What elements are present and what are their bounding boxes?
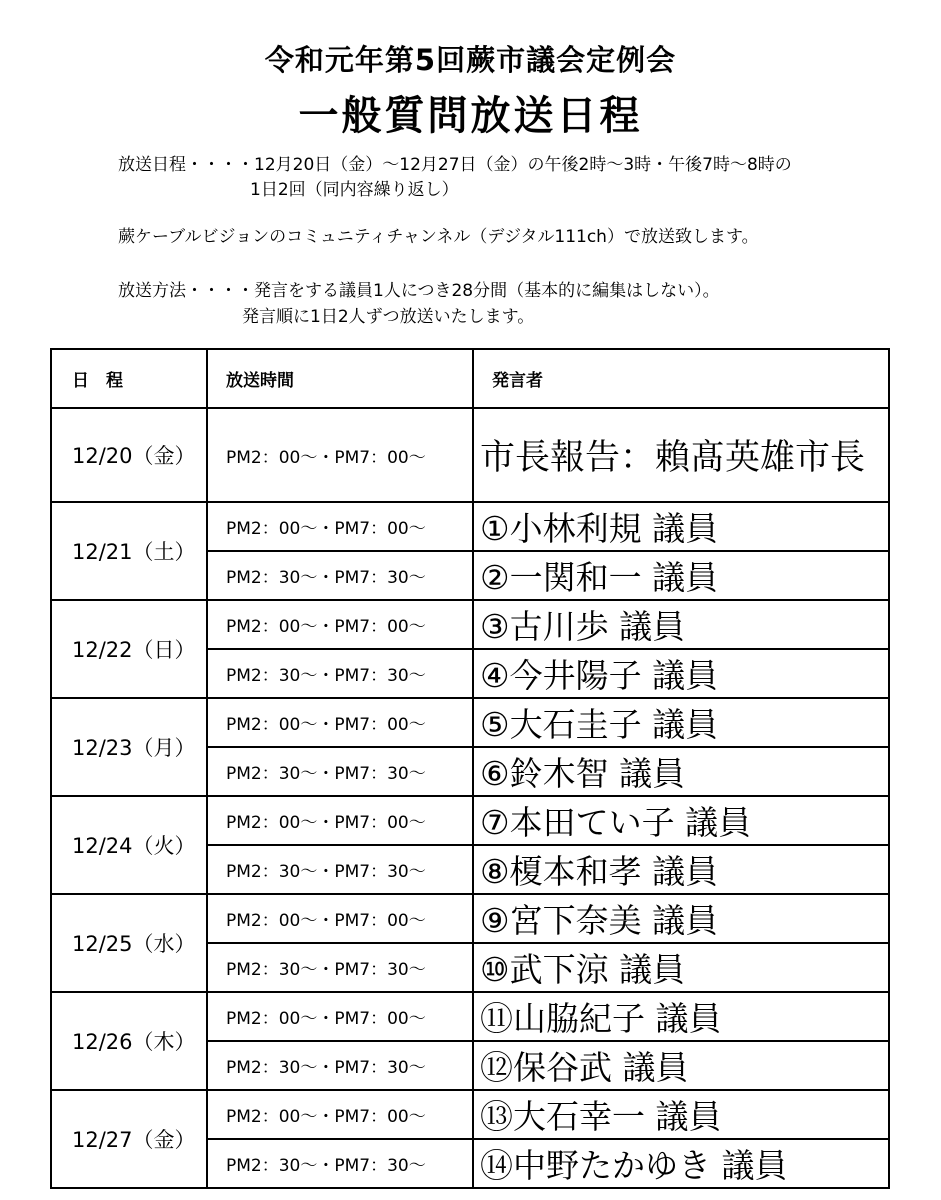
- speaker-cell: ③古川歩 議員: [473, 600, 889, 649]
- table-header-row: [51, 349, 889, 408]
- time-cell: PM2：00～・PM7：00～: [207, 408, 473, 502]
- title-line-2: 一般質問放送日程: [298, 93, 643, 139]
- time-cell: PM2：00～・PM7：00～: [207, 1090, 473, 1139]
- date-cell: 12/22（日）: [51, 600, 207, 698]
- time-cell: PM2：30～・PM7：30～: [207, 943, 473, 992]
- broadcast-schedule-table: [50, 348, 890, 1189]
- method-line-2: 発言順に1日2人ずつ放送いたします。: [242, 307, 535, 327]
- time-cell: PM2：30～・PM7：30～: [207, 649, 473, 698]
- speaker-cell: ②一関和一 議員: [473, 551, 889, 600]
- time-cell: PM2：00～・PM7：00～: [207, 894, 473, 943]
- time-cell: PM2：00～・PM7：00～: [207, 502, 473, 551]
- speaker-cell: ⑤大石圭子 議員: [473, 698, 889, 747]
- speaker-cell: 市長報告：賴髙英雄市長: [473, 408, 889, 502]
- speaker-cell: ⑫保谷武 議員: [473, 1041, 889, 1090]
- table-row: [51, 894, 889, 943]
- date-cell: 12/27（金）: [51, 1090, 207, 1188]
- date-cell: 12/26（木）: [51, 992, 207, 1090]
- date-cell: 12/24（火）: [51, 796, 207, 894]
- speaker-cell: ⑬大石幸一 議員: [473, 1090, 889, 1139]
- speaker-cell: ④今井陽子 議員: [473, 649, 889, 698]
- speaker-cell: ⑥鈴木智 議員: [473, 747, 889, 796]
- time-cell: PM2：30～・PM7：30～: [207, 747, 473, 796]
- title-line-1: 令和元年第5回蕨市議会定例会: [264, 43, 677, 77]
- speaker-cell: ⑩武下涼 議員: [473, 943, 889, 992]
- table-row: [51, 502, 889, 551]
- channel-info: 蕨ケーブルビジョンのコミュニティチャンネル（デジタル111ch）で放送致します。: [118, 227, 759, 247]
- date-cell: 12/25（水）: [51, 894, 207, 992]
- header-date: 日 程: [51, 349, 207, 408]
- mayor-report-row: [51, 408, 889, 502]
- date-cell: 12/20（金）: [51, 408, 207, 502]
- schedule-line-1: 放送日程・・・・12月20日（金）～12月27日（金）の午後2時～3時・午後7時～8時の: [118, 155, 792, 175]
- time-cell: PM2：30～・PM7：30～: [207, 845, 473, 894]
- time-cell: PM2：00～・PM7：00～: [207, 600, 473, 649]
- table-row: [51, 1090, 889, 1139]
- header-speaker: 発言者: [473, 349, 889, 408]
- speaker-cell: ⑪山脇紀子 議員: [473, 992, 889, 1041]
- time-cell: PM2：30～・PM7：30～: [207, 1139, 473, 1188]
- table-row: [51, 796, 889, 845]
- schedule-line-2: 1日2回（同内容繰り返し）: [250, 180, 459, 200]
- table-row: [51, 600, 889, 649]
- table-row: [51, 698, 889, 747]
- speaker-cell: ⑨宮下奈美 議員: [473, 894, 889, 943]
- time-cell: PM2：30～・PM7：30～: [207, 1041, 473, 1090]
- speaker-cell: ⑧榎本和孝 議員: [473, 845, 889, 894]
- header-time: 放送時間: [207, 349, 473, 408]
- speaker-cell: ①小林利規 議員: [473, 502, 889, 551]
- date-cell: 12/21（土）: [51, 502, 207, 600]
- time-cell: PM2：30～・PM7：30～: [207, 551, 473, 600]
- method-line-1: 放送方法・・・・発言をする議員1人につき28分間（基本的に編集はしない）。: [118, 281, 720, 301]
- date-cell: 12/23（月）: [51, 698, 207, 796]
- table-row: [51, 992, 889, 1041]
- time-cell: PM2：00～・PM7：00～: [207, 992, 473, 1041]
- time-cell: PM2：00～・PM7：00～: [207, 796, 473, 845]
- speaker-cell: ⑭中野たかゆき 議員: [473, 1139, 889, 1188]
- time-cell: PM2：00～・PM7：00～: [207, 698, 473, 747]
- speaker-cell: ⑦本田てい子 議員: [473, 796, 889, 845]
